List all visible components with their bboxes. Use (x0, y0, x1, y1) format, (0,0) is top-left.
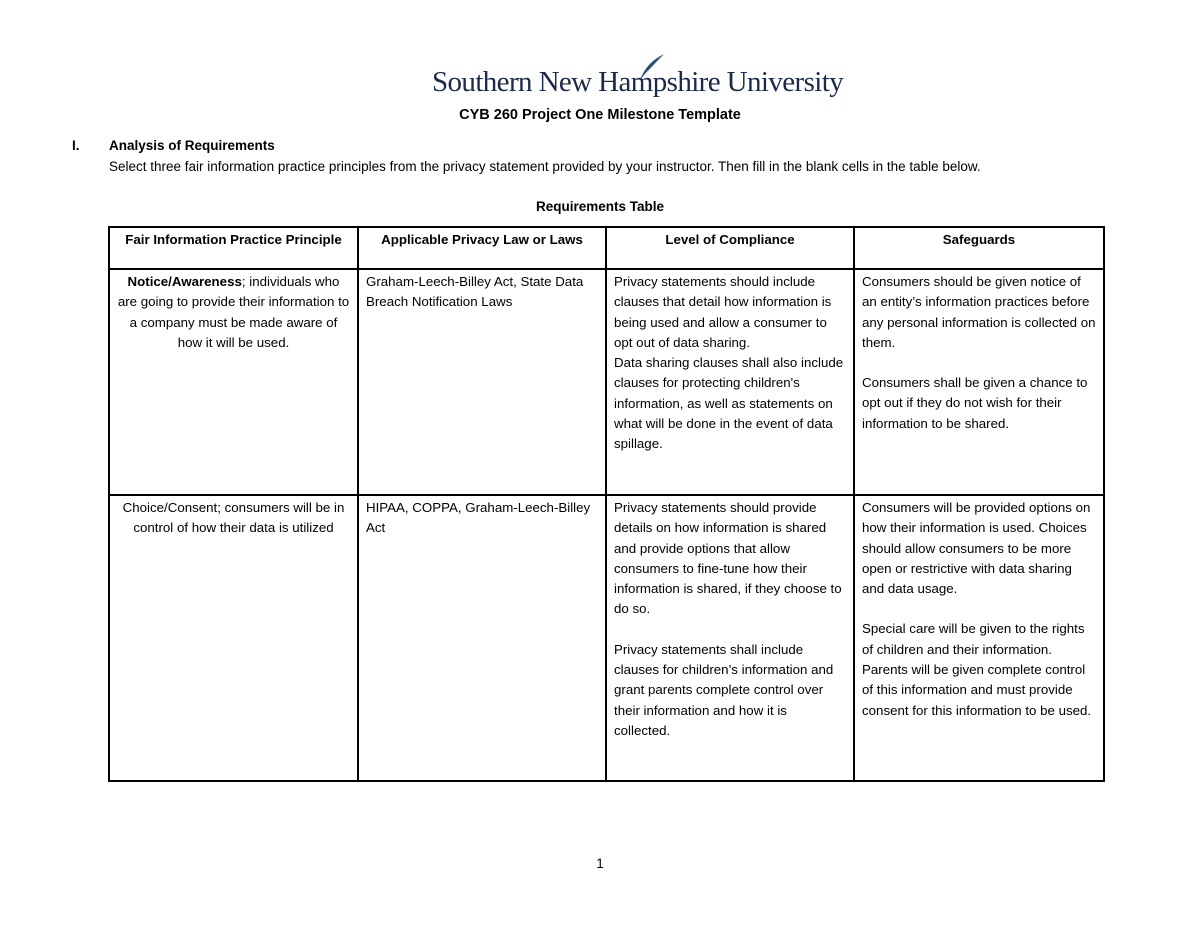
safeguards-cell (854, 269, 1104, 495)
principle-name: Notice/Awareness (127, 274, 242, 289)
table-row (109, 495, 1104, 781)
header-principle: Fair Information Practice Principle (109, 227, 358, 269)
university-logo (432, 52, 844, 104)
section-title: Analysis of Requirements (109, 138, 275, 153)
requirements-table (108, 226, 1105, 782)
compliance-paragraph: Privacy statements should include clauses that detail how information is being used and allow a consumer to opt out of data sharing. (614, 274, 832, 350)
section-instructions: Select three fair information practice principles from the privacy statement provided by your instructor. Then fill in the blank cells in the table below. (109, 159, 981, 174)
laws-cell: Graham-Leech-Billey Act, State Data Breach Notification Laws (358, 269, 606, 495)
header-compliance: Level of Compliance (606, 227, 854, 269)
paragraph-spacer (614, 620, 846, 640)
page-number: 1 (596, 856, 604, 871)
safeguards-paragraph: Consumers will be provided options on how their information is used. Choices should allow consumers to be more open or restrictive with data sharing and data usage. (862, 500, 1091, 597)
header-laws: Applicable Privacy Law or Laws (358, 227, 606, 269)
compliance-cell (606, 495, 854, 781)
compliance-paragraph: Data sharing clauses shall also include clauses for protecting children's information, as well as statements on what will be done in the event of data spillage. (614, 355, 844, 452)
paragraph-spacer (862, 599, 1096, 619)
principle-cell (109, 269, 358, 495)
table-title: Requirements Table (535, 199, 665, 214)
quill-icon (636, 52, 666, 82)
document-title: CYB 260 Project One Milestone Template (459, 107, 741, 123)
principle-cell: Choice/Consent; consumers will be in control of how their data is utilized (109, 495, 358, 781)
table-row (109, 269, 1104, 495)
header-safeguards: Safeguards (854, 227, 1104, 269)
safeguards-paragraph: Special care will be given to the rights of children and their information. Parents will be given complete control of this information and must provide consent for this information to be used. (862, 621, 1092, 718)
safeguards-paragraph: Consumers shall be given a chance to opt out if they do not wish for their information to be shared. (862, 375, 1088, 431)
principle-description: ; individuals who are going to provide their information to a company must be made aware of how it will be used. (117, 274, 350, 350)
compliance-paragraph: Privacy statements shall include clauses for children’s information and grant parents complete control over their information and how it is collected. (614, 641, 834, 738)
compliance-cell (606, 269, 854, 495)
logo-wordmark: Southern New Hampshire University (432, 66, 844, 98)
compliance-paragraph: Privacy statements should provide details on how information is shared and provide options that allow consumers to fine-tune how their information is shared, if they choose to do so. (614, 500, 842, 617)
paragraph-spacer (862, 353, 1096, 373)
section-number: I. (72, 138, 80, 153)
safeguards-cell (854, 495, 1104, 781)
table-header-row (109, 227, 1104, 269)
safeguards-paragraph: Consumers should be given notice of an entity’s information practices before any personal information is collected on them. (862, 274, 1096, 350)
laws-cell: HIPAA, COPPA, Graham-Leech-Billey Act (358, 495, 606, 781)
